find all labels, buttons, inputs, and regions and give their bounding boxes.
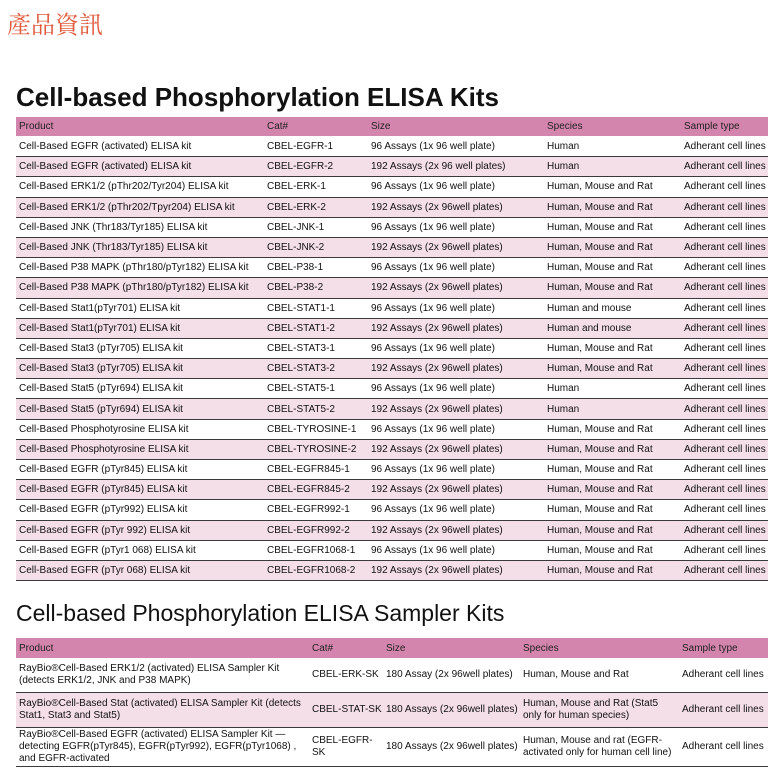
product-cell: Cell-Based EGFR (pTyr992) ELISA kit [16, 500, 264, 520]
size-cell: 192 Assays (2x 96well plates) [368, 278, 544, 298]
size-cell: 192 Assays (2x 96 well plates) [368, 157, 544, 177]
kits-title: Cell-based Phosphorylation ELISA Kits [16, 82, 499, 112]
product-cell: Cell-Based EGFR (pTyr 068) ELISA kit [16, 560, 264, 580]
sample-type-cell: Adherant cell lines [681, 177, 768, 197]
size-cell: 96 Assays (1x 96 well plate) [368, 258, 544, 278]
product-cell: Cell-Based Stat5 (pTyr694) ELISA kit [16, 399, 264, 419]
sample-type-cell: Adherant cell lines [681, 399, 768, 419]
cat-cell: CBEL-JNK-2 [264, 237, 368, 257]
species-cell: Human [544, 399, 681, 419]
sampler-table [16, 638, 768, 767]
sample-type-cell: Adherant cell lines [679, 658, 768, 693]
cat-cell: CBEL-STAT3-1 [264, 338, 368, 358]
kits-table-header [16, 117, 768, 137]
table-row [16, 399, 768, 419]
product-cell: Cell-Based Phosphotyrosine ELISA kit [16, 439, 264, 459]
species-cell: Human, Mouse and Rat [544, 480, 681, 500]
species-cell: Human, Mouse and Rat [544, 540, 681, 560]
table-row [16, 460, 768, 480]
col-sample-type: Sample type [679, 638, 768, 658]
sample-type-cell: Adherant cell lines [681, 237, 768, 257]
product-cell: Cell-Based EGFR (pTyr 992) ELISA kit [16, 520, 264, 540]
kits-table [16, 117, 768, 581]
product-cell: Cell-Based EGFR (activated) ELISA kit [16, 137, 264, 157]
col-size: Size [383, 638, 520, 658]
cat-cell: CBEL-TYROSINE-2 [264, 439, 368, 459]
cat-cell: CBEL-STAT3-2 [264, 359, 368, 379]
cat-cell: CBEL-ERK-1 [264, 177, 368, 197]
sample-type-cell: Adherant cell lines [681, 540, 768, 560]
size-cell: 96 Assays (1x 96 well plate) [368, 338, 544, 358]
cat-cell: CBEL-STAT-SK [309, 693, 383, 728]
product-cell: Cell-Based JNK (Thr183/Tyr185) ELISA kit [16, 217, 264, 237]
product-cell: Cell-Based Stat1(pTyr701) ELISA kit [16, 318, 264, 338]
species-cell: Human, Mouse and Rat (Stat5 only for human species) [520, 693, 679, 728]
size-cell: 180 Assays (2x 96well plates) [383, 693, 520, 728]
size-cell: 192 Assays (2x 96well plates) [368, 197, 544, 217]
sample-type-cell: Adherant cell lines [681, 560, 768, 580]
size-cell: 180 Assay (2x 96well plates) [383, 658, 520, 693]
cat-cell: CBEL-ERK-2 [264, 197, 368, 217]
cat-cell: CBEL-EGFR1068-1 [264, 540, 368, 560]
product-cell: RayBio®Cell-Based ERK1/2 (activated) ELISA Sampler Kit (detects ERK1/2, JNK and P38 MAPK) [16, 658, 309, 693]
size-cell: 96 Assays (1x 96 well plate) [368, 500, 544, 520]
size-cell: 96 Assays (1x 96 well plate) [368, 540, 544, 560]
product-cell: RayBio®Cell-Based Stat (activated) ELISA Sampler Kit (detects Stat1, Stat3 and Stat5) [16, 693, 309, 728]
product-cell: Cell-Based EGFR (activated) ELISA kit [16, 157, 264, 177]
size-cell: 192 Assays (2x 96well plates) [368, 480, 544, 500]
table-row [16, 658, 768, 693]
species-cell: Human, Mouse and Rat [544, 419, 681, 439]
sampler-table-header [16, 638, 768, 658]
size-cell: 96 Assays (1x 96 well plate) [368, 460, 544, 480]
sample-type-cell: Adherant cell lines [681, 298, 768, 318]
sample-type-cell: Adherant cell lines [681, 258, 768, 278]
species-cell: Human, Mouse and Rat [544, 237, 681, 257]
table-row [16, 237, 768, 257]
species-cell: Human, Mouse and Rat [544, 197, 681, 217]
size-cell: 180 Assays (2x 96well plates) [383, 728, 520, 767]
product-cell: Cell-Based EGFR (pTyr1 068) ELISA kit [16, 540, 264, 560]
table-row [16, 318, 768, 338]
size-cell: 192 Assays (2x 96well plates) [368, 520, 544, 540]
species-cell: Human and mouse [544, 298, 681, 318]
size-cell: 192 Assays (2x 96well plates) [368, 439, 544, 459]
table-row [16, 540, 768, 560]
sample-type-cell: Adherant cell lines [681, 520, 768, 540]
species-cell: Human, Mouse and Rat [544, 338, 681, 358]
species-cell: Human, Mouse and Rat [544, 560, 681, 580]
product-cell: Cell-Based P38 MAPK (pThr180/pTyr182) ELISA kit [16, 258, 264, 278]
sample-type-cell: Adherant cell lines [681, 318, 768, 338]
size-cell: 96 Assays (1x 96 well plate) [368, 137, 544, 157]
sample-type-cell: Adherant cell lines [679, 693, 768, 728]
sample-type-cell: Adherant cell lines [681, 359, 768, 379]
table-row [16, 560, 768, 580]
sample-type-cell: Adherant cell lines [679, 728, 768, 767]
size-cell: 96 Assays (1x 96 well plate) [368, 419, 544, 439]
sample-type-cell: Adherant cell lines [681, 278, 768, 298]
cat-cell: CBEL-EGFR-2 [264, 157, 368, 177]
col-product: Product [16, 638, 309, 658]
species-cell: Human, Mouse and Rat [544, 359, 681, 379]
product-cell: Cell-Based ERK1/2 (pThr202/Tyr204) ELISA kit [16, 177, 264, 197]
size-cell: 96 Assays (1x 96 well plate) [368, 379, 544, 399]
cat-cell: CBEL-EGFR-SK [309, 728, 383, 767]
species-cell: Human and mouse [544, 318, 681, 338]
size-cell: 96 Assays (1x 96 well plate) [368, 217, 544, 237]
product-cell: Cell-Based P38 MAPK (pThr180/pTyr182) ELISA kit [16, 278, 264, 298]
table-row [16, 359, 768, 379]
sample-type-cell: Adherant cell lines [681, 197, 768, 217]
table-row [16, 480, 768, 500]
sample-type-cell: Adherant cell lines [681, 460, 768, 480]
species-cell: Human, Mouse and Rat [544, 460, 681, 480]
sample-type-cell: Adherant cell lines [681, 338, 768, 358]
cat-cell: CBEL-EGFR845-1 [264, 460, 368, 480]
table-row [16, 728, 768, 767]
species-cell: Human, Mouse and Rat [544, 520, 681, 540]
cat-cell: CBEL-STAT5-1 [264, 379, 368, 399]
table-row [16, 298, 768, 318]
sample-type-cell: Adherant cell lines [681, 379, 768, 399]
product-cell: RayBio®Cell-Based EGFR (activated) ELISA Sampler Kit — detecting EGFR(pTyr845), EGFR(pTyr992), EGFR(pTyr1068) , and EGFR-activated [16, 728, 309, 767]
col-cat: Cat# [309, 638, 383, 658]
table-row [16, 157, 768, 177]
col-size: Size [368, 117, 544, 137]
product-cell: Cell-Based Phosphotyrosine ELISA kit [16, 419, 264, 439]
sample-type-cell: Adherant cell lines [681, 137, 768, 157]
species-cell: Human, Mouse and Rat [544, 177, 681, 197]
cat-cell: CBEL-JNK-1 [264, 217, 368, 237]
table-row [16, 177, 768, 197]
species-cell: Human, Mouse and Rat [544, 500, 681, 520]
product-cell: Cell-Based Stat5 (pTyr694) ELISA kit [16, 379, 264, 399]
table-row [16, 278, 768, 298]
cat-cell: CBEL-P38-2 [264, 278, 368, 298]
species-cell: Human, Mouse and Rat [544, 278, 681, 298]
table-row [16, 693, 768, 728]
table-row [16, 520, 768, 540]
cat-cell: CBEL-ERK-SK [309, 658, 383, 693]
species-cell: Human, Mouse and Rat [544, 258, 681, 278]
size-cell: 96 Assays (1x 96 well plate) [368, 177, 544, 197]
size-cell: 192 Assays (2x 96well plates) [368, 399, 544, 419]
product-cell: Cell-Based JNK (Thr183/Tyr185) ELISA kit [16, 237, 264, 257]
cat-cell: CBEL-EGFR845-2 [264, 480, 368, 500]
product-cell: Cell-Based Stat3 (pTyr705) ELISA kit [16, 338, 264, 358]
species-cell: Human, Mouse and rat (EGFR-activated only for human cell line) [520, 728, 679, 767]
table-row [16, 338, 768, 358]
cat-cell: CBEL-STAT1-2 [264, 318, 368, 338]
species-cell: Human, Mouse and Rat [544, 217, 681, 237]
species-cell: Human [544, 137, 681, 157]
sample-type-cell: Adherant cell lines [681, 157, 768, 177]
sample-type-cell: Adherant cell lines [681, 480, 768, 500]
size-cell: 192 Assays (2x 96well plates) [368, 359, 544, 379]
cat-cell: CBEL-TYROSINE-1 [264, 419, 368, 439]
cat-cell: CBEL-EGFR992-1 [264, 500, 368, 520]
product-cell: Cell-Based ERK1/2 (pThr202/Tpyr204) ELISA kit [16, 197, 264, 217]
cat-cell: CBEL-EGFR-1 [264, 137, 368, 157]
brand-logo-text: 產品資訊 [7, 11, 103, 39]
col-product: Product [16, 117, 264, 137]
cat-cell: CBEL-STAT1-1 [264, 298, 368, 318]
table-row [16, 217, 768, 237]
col-sample-type: Sample type [681, 117, 768, 137]
cat-cell: CBEL-EGFR1068-2 [264, 560, 368, 580]
size-cell: 192 Assays (2x 96well plates) [368, 237, 544, 257]
sample-type-cell: Adherant cell lines [681, 419, 768, 439]
product-cell: Cell-Based Stat1(pTyr701) ELISA kit [16, 298, 264, 318]
col-cat: Cat# [264, 117, 368, 137]
species-cell: Human, Mouse and Rat [520, 658, 679, 693]
sample-type-cell: Adherant cell lines [681, 500, 768, 520]
col-species: Species [520, 638, 679, 658]
size-cell: 192 Assays (2x 96well plates) [368, 560, 544, 580]
table-row [16, 197, 768, 217]
product-cell: Cell-Based EGFR (pTyr845) ELISA kit [16, 480, 264, 500]
cat-cell: CBEL-EGFR992-2 [264, 520, 368, 540]
sample-type-cell: Adherant cell lines [681, 439, 768, 459]
table-row [16, 419, 768, 439]
table-row [16, 137, 768, 157]
table-row [16, 258, 768, 278]
sample-type-cell: Adherant cell lines [681, 217, 768, 237]
species-cell: Human [544, 379, 681, 399]
product-cell: Cell-Based EGFR (pTyr845) ELISA kit [16, 460, 264, 480]
table-row [16, 439, 768, 459]
cat-cell: CBEL-P38-1 [264, 258, 368, 278]
size-cell: 96 Assays (1x 96 well plate) [368, 298, 544, 318]
size-cell: 192 Assays (2x 96well plates) [368, 318, 544, 338]
product-cell: Cell-Based Stat3 (pTyr705) ELISA kit [16, 359, 264, 379]
table-row [16, 500, 768, 520]
col-species: Species [544, 117, 681, 137]
species-cell: Human, Mouse and Rat [544, 439, 681, 459]
table-row [16, 379, 768, 399]
cat-cell: CBEL-STAT5-2 [264, 399, 368, 419]
sampler-title: Cell-based Phosphorylation ELISA Sampler Kits [16, 600, 505, 626]
species-cell: Human [544, 157, 681, 177]
